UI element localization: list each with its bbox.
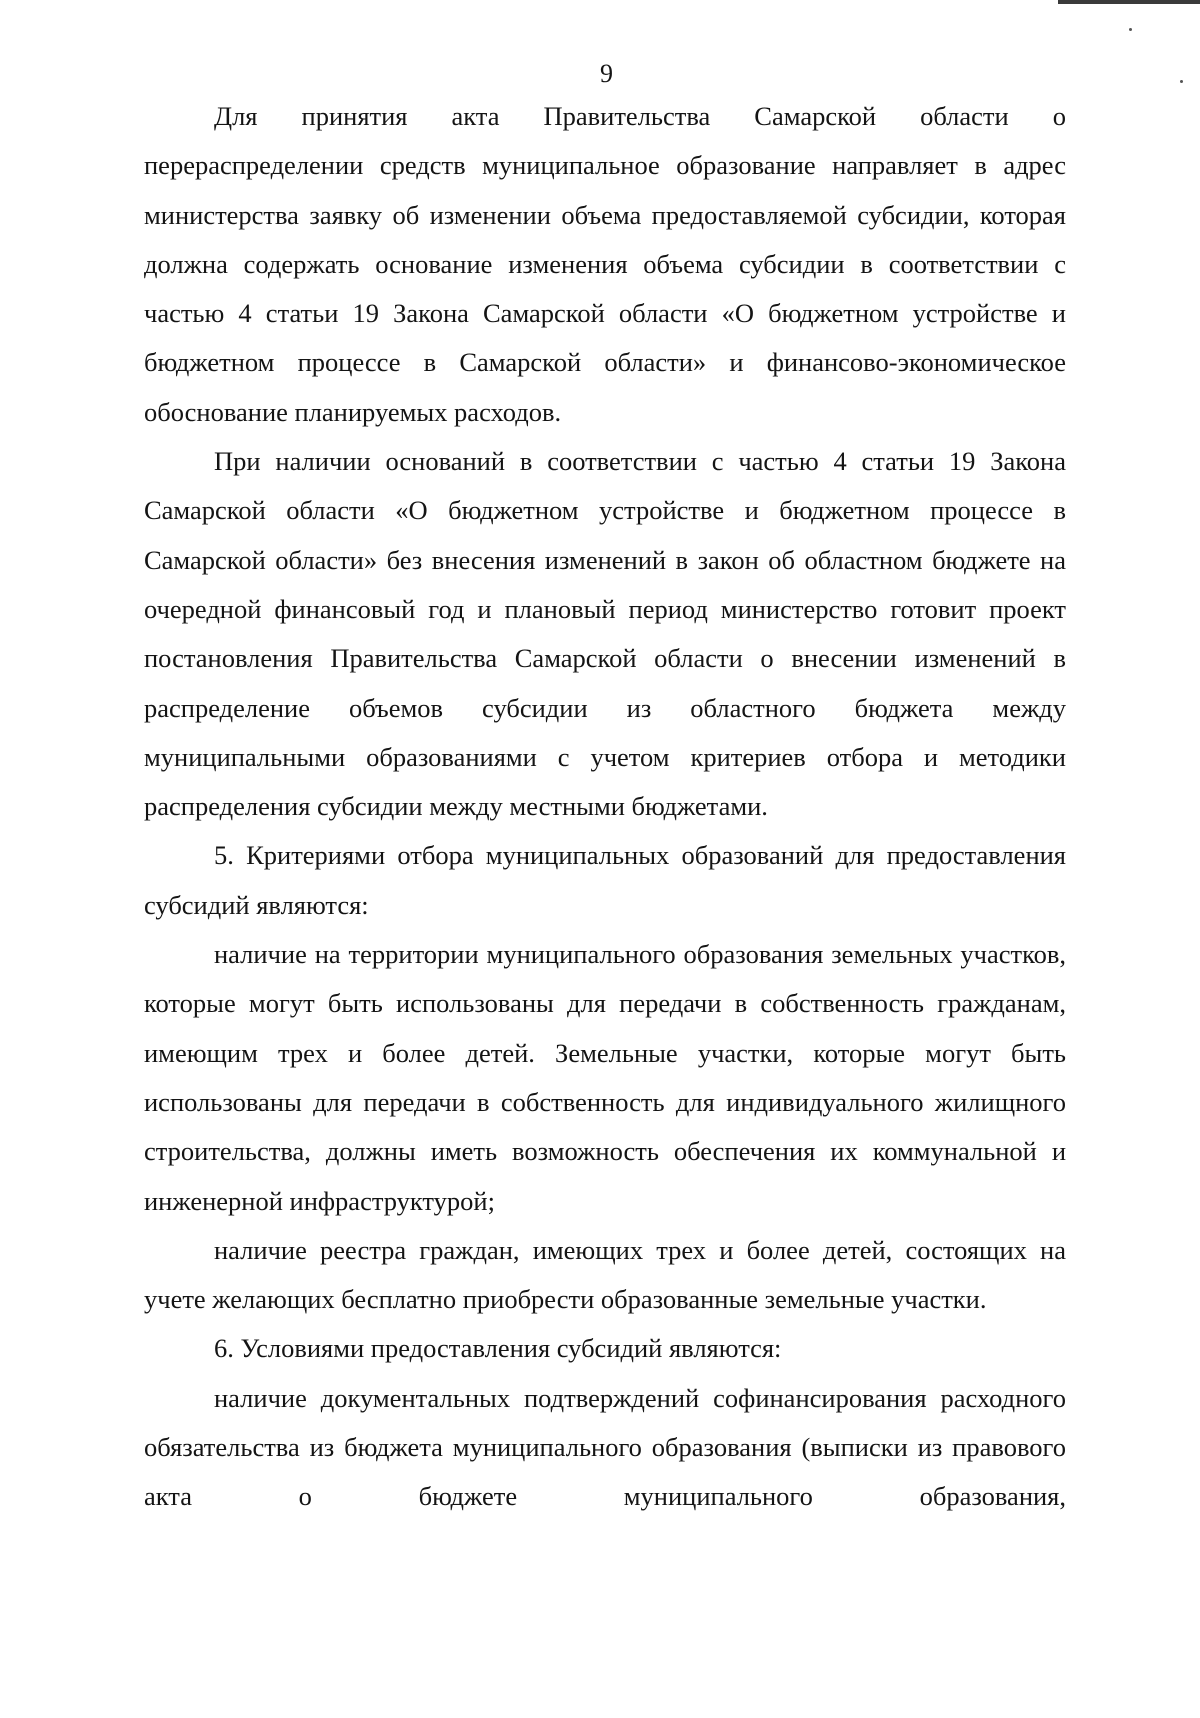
document-body — [144, 92, 1066, 1522]
scan-edge-mark — [1058, 0, 1200, 4]
paragraph: наличие реестра граждан, имеющих трех и более детей, состоящих на учете желающих бесплатно приобрести образованные земельные участки. — [144, 1234, 1066, 1315]
paragraph: Для принятия акта Правительства Самарской области о перераспределении средств муниципальное образование направляет в адрес министерства заявку об изменении объема предоставляемой субсидии, которая должна содержать основание изменения объема субсидии в соответствии с частью 4 статьи 19 Закона Самарской области «О бюджетном устройстве и бюджетном процессе в Самарской области» и финансово-экономическое обоснование планируемых расходов. — [144, 101, 1066, 427]
paragraph: 6. Условиями предоставления субсидий являются: — [214, 1333, 782, 1364]
paragraph: наличие документальных подтверждений софинансирования расходного обязательства из бюджета муниципального образования (выписки из правового акта о бюджете муниципального образования, — [144, 1382, 1066, 1512]
paragraph: наличие на территории муниципального образования земельных участков, которые могут быть использованы для передачи в собственность гражданам, имеющим трех и более детей. Земельные участки, которые могут быть использованы для передачи в собственность для индивидуального жилищного строительства, должны иметь возможность обеспечения их коммунальной и инженерной инфраструктурой; — [144, 939, 1066, 1216]
page-number: 9 — [600, 59, 613, 88]
paragraph: 5. Критериями отбора муниципальных образований для предоставления субсидий являются: — [144, 840, 1066, 920]
paragraph: При наличии оснований в соответствии с частью 4 статьи 19 Закона Самарской области «О бюджетном устройстве и бюджетном процессе в Самарской области» без внесения изменений в закон об областном бюджете на очередной финансовый год и плановый период министерство готовит проект постановления Правительства Самарской области о внесении изменений в распределение объемов субсидии из областного бюджета между муниципальными образованиями с учетом критериев отбора и методики распределения субсидии между местными бюджетами. — [144, 446, 1066, 822]
scan-speck — [1129, 28, 1132, 31]
